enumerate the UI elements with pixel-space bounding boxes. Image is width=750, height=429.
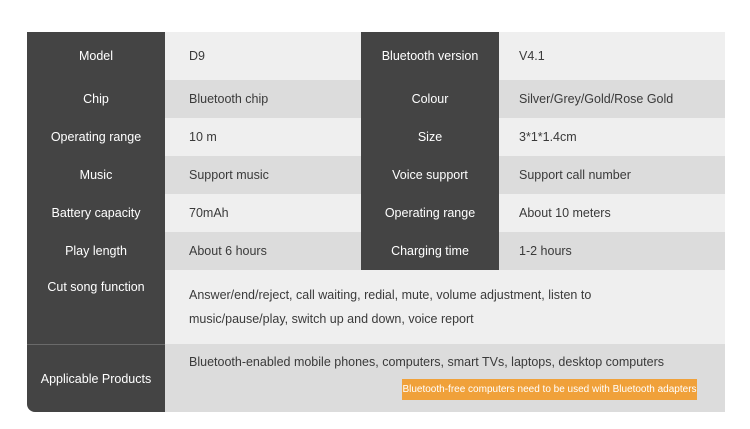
spec-label: Play length <box>27 232 165 270</box>
spec-value: Support call number <box>499 156 725 194</box>
cut-song-panel <box>165 270 725 344</box>
spec-value: Silver/Grey/Gold/Rose Gold <box>499 80 725 118</box>
spec-value: Bluetooth chip <box>165 80 361 118</box>
spec-label: Operating range <box>27 118 165 156</box>
applicable-value: Bluetooth-enabled mobile phones, computers, smart TVs, laptops, desktop computers <box>189 355 665 369</box>
spec-label: Colour <box>361 80 499 118</box>
spec-value: 10 m <box>165 118 361 156</box>
spec-label: Bluetooth version <box>361 32 499 80</box>
adapter-note-badge: Bluetooth-free computers need to be used with Bluetooth adapters <box>402 379 697 400</box>
cut-song-label: Cut song function <box>27 270 165 344</box>
cut-song-line-2: music/pause/play, switch up and down, voice report <box>189 312 474 326</box>
spec-value: About 10 meters <box>499 194 725 232</box>
spec-label: Voice support <box>361 156 499 194</box>
spec-label: Size <box>361 118 499 156</box>
spec-value: V4.1 <box>499 32 725 80</box>
spec-label: Charging time <box>361 232 499 270</box>
spec-value: About 6 hours <box>165 232 361 270</box>
spec-label: Model <box>27 32 165 80</box>
cut-song-line-1: Answer/end/reject, call waiting, redial, mute, volume adjustment, listen to <box>189 288 592 302</box>
spec-value: 1-2 hours <box>499 232 725 270</box>
spec-value: 70mAh <box>165 194 361 232</box>
spec-value: 3*1*1.4cm <box>499 118 725 156</box>
spec-label: Chip <box>27 80 165 118</box>
spec-label: Music <box>27 156 165 194</box>
spec-value: D9 <box>165 32 361 80</box>
spec-label: Operating range <box>361 194 499 232</box>
applicable-label: Applicable Products <box>27 344 165 412</box>
spec-table <box>27 32 725 412</box>
spec-label: Battery capacity <box>27 194 165 232</box>
spec-value: Support music <box>165 156 361 194</box>
